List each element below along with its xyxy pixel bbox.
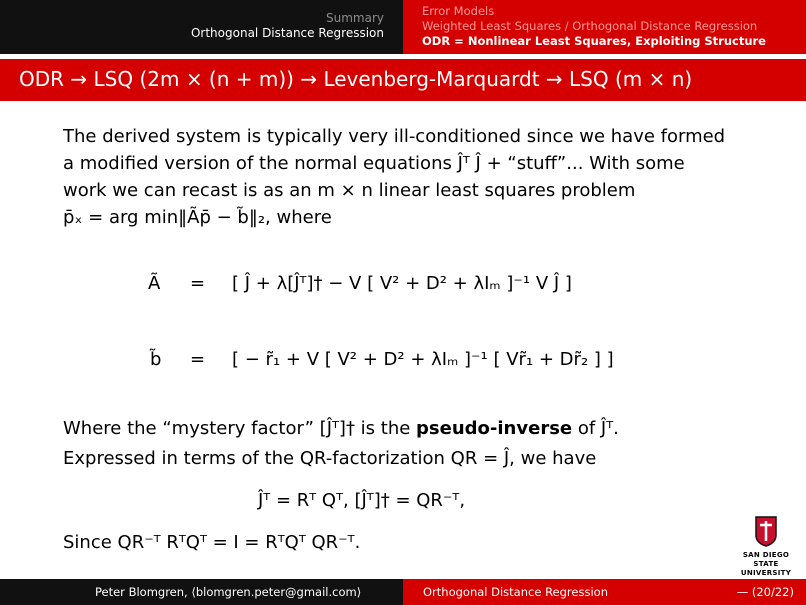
footer-author: Peter Blomgren, ⟨blomgren.peter@gmail.com⟩ [95,585,362,599]
frame-title: ODR → LSQ (2m × (n + m)) → Levenberg-Marquardt → LSQ (m × n) [19,67,693,91]
sdsu-emblem-icon [754,515,778,547]
equation-a-equals: = [190,273,206,294]
subsection-error-models-link[interactable]: Error Models [422,4,495,18]
frame-title-bar [0,59,806,101]
equation-a-rhs: [ Ĵ + λ[Ĵᵀ]† − V [ V² + D² + λIₘ ]⁻¹ V Ĵ ] [232,273,572,294]
intro-line-2: a modified version of the normal equations Ĵᵀ Ĵ + “stuff”... With some [63,153,685,174]
logo-line-1: SAN DIEGO STATE [742,551,790,568]
equation-b-rhs: [ − r̃₁ + V [ V² + D² + λIₘ ]⁻¹ [ Vr̃₁ + Dr̃₂ ] ] [232,349,614,370]
outro-paragraph [63,414,619,558]
outro-line-2: Expressed in terms of the QR-factorization QR = Ĵ, we have [63,448,597,469]
qr-equation: Ĵᵀ = Rᵀ Qᵀ, [Ĵᵀ]† = QR⁻ᵀ, [258,490,466,511]
equation-b-lhs: b̃ [150,349,162,370]
subsection-wls-link[interactable]: Weighted Least Squares / Orthogonal Distance Regression [422,19,758,33]
section-odr-link[interactable]: Orthogonal Distance Regression [190,26,384,40]
footer-title: Orthogonal Distance Regression [423,585,608,599]
intro-line-3: work we can recast is as an m × n linear least squares problem [63,180,636,201]
subsection-nls-link[interactable]: ODR = Nonlinear Least Squares, Exploiting Structure [422,34,766,48]
footer-right [403,579,806,605]
outro-line-1 [63,414,619,444]
header-sections [0,0,403,54]
intro-paragraph [63,123,763,231]
outro-line-4: Since QR⁻ᵀ RᵀQᵀ = I = RᵀQᵀ QR⁻ᵀ. [63,532,361,553]
footer-bar [0,579,806,605]
section-summary-link[interactable]: Summary [326,11,384,25]
equation-b-equals: = [190,349,206,370]
footer-left [0,579,403,605]
equation-a-lhs: Ã [148,273,161,294]
intro-line-4: p̄ₓ = arg min‖Ãp̄ − b̃‖₂, where [63,207,332,228]
footer-page-number: — (20/22) [736,585,794,599]
outro-line-1-b: of Ĵᵀ. [572,418,619,439]
intro-line-1: The derived system is typically very ill-conditioned since we have formed [63,126,726,147]
pseudo-inverse-term: pseudo-inverse [416,418,573,439]
logo-line-2: UNIVERSITY [740,569,792,577]
university-logo [736,515,796,575]
header-subsections [403,0,806,54]
outro-line-1-a: Where the “mystery factor” [Ĵᵀ]† is the [63,418,417,439]
